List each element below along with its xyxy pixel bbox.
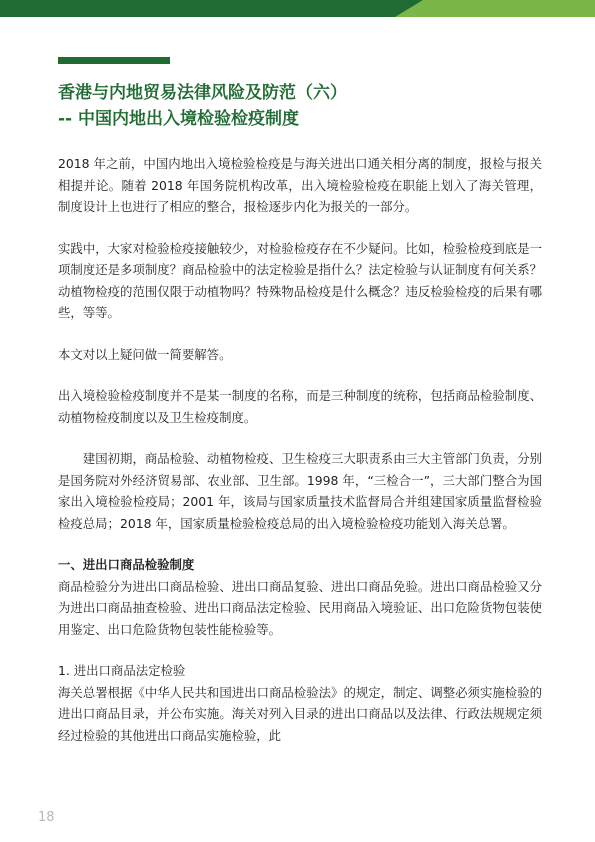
paragraph-1: 2018 年之前，中国内地出入境检验检疫是与海关进出口通关相分离的制度，报检与报关相提并论。随着 2018 年国务院机构改革，出入境检验检疫在职能上划入了海关管理，制度设计上也进行了相应的整合，报检逐步内化为报关的一部分。 — [58, 156, 542, 214]
page-number: 18 — [38, 810, 55, 825]
subsection-heading: 1. 进出口商品法定检验 — [58, 663, 186, 678]
paragraph-4: 出入境检验检疫制度并不是某一制度的名称，而是三种制度的统称，包括商品检验制度、动植物检疫制度以及卫生检疫制度。 — [58, 388, 542, 425]
top-banner-accent — [395, 0, 595, 17]
page-title — [58, 80, 538, 132]
title-decoration-rule — [58, 57, 170, 64]
article-body — [58, 153, 542, 746]
paragraph-5: 建国初期，商品检验、动植物检疫、卫生检疫三大职责系由三大主管部门负责，分别是国务院对外经济贸易部、农业部、卫生部。1998 年，“三检合一”，三大部门整合为国家出入境检验检疫局；2001 年，该局与国家质量技术监督局合并组建国家质量监督检验检疫总局；2018 年，国家质量检验检疫总局的出入境检验检疫功能划入海关总署。 — [58, 451, 542, 531]
paragraph-6: 商品检验分为进出口商品检验、进出口商品复验、进出口商品免验。进出口商品检验又分为进出口商品抽查检验、进出口商品法定检验、民用商品入境验证、出口危险货物包装使用鉴定、出口危险货物包装性能检验等。 — [58, 578, 542, 637]
paragraph-3: 本文对以上疑问做一简要解答。 — [58, 346, 232, 362]
paragraph-7: 海关总署根据《中华人民共和国进出口商品检验法》的规定，制定、调整必须实施检验的进出口商品目录，并公布实施。海关对列入目录的进出口商品以及法律、行政法规规定须经过检验的其他进出口商品实施检验，此 — [58, 684, 542, 743]
title-line-1: 香港与内地贸易法律风险及防范（六） — [58, 83, 347, 103]
section-heading: 一、进出口商品检验制度 — [58, 557, 195, 572]
paragraph-2: 实践中，大家对检验检疫接触较少，对检验检疫存在不少疑问。比如，检验检疫到底是一项制度还是多项制度？商品检验中的法定检验是指什么？法定检验与认证制度有何关系？动植物检疫的范围仅限于动植物吗？特殊物品检疫是什么概念？违反检验检疫的后果有哪些，等等。 — [58, 240, 542, 320]
title-line-2: -- 中国内地出入境检验检疫制度 — [58, 109, 300, 129]
